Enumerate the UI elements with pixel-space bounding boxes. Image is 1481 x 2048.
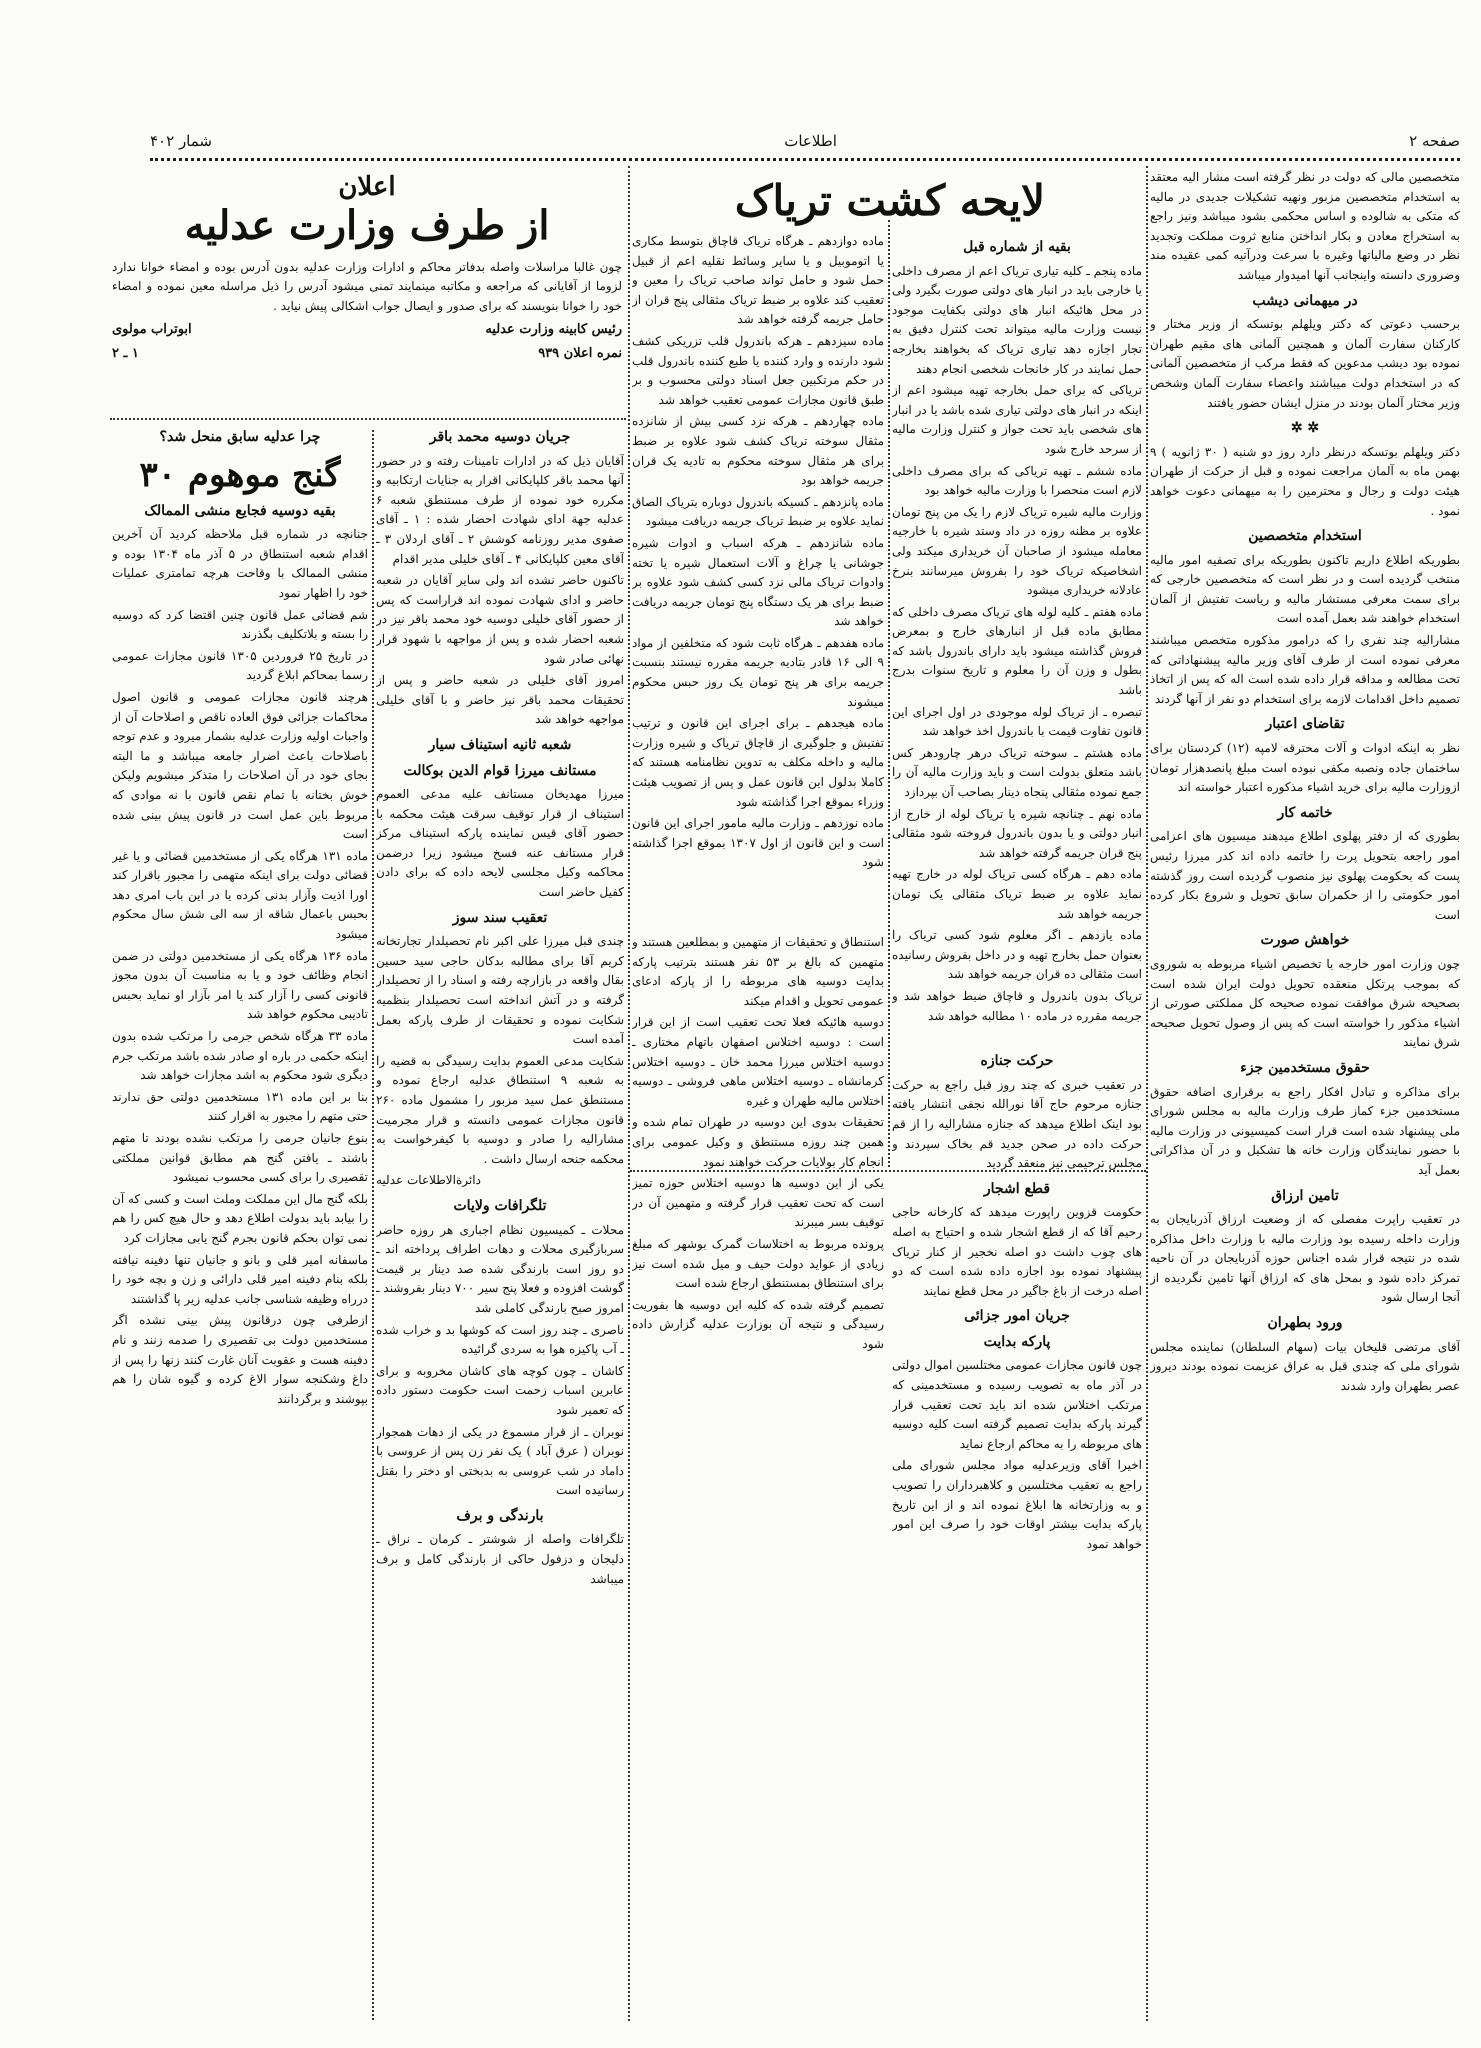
article-text: ازطرفی چون درقانون پیش بینی نشده اگر مستخدمین دولت بی تقصیری را صدمه زنند و نام دفینه هست و عقوبت آنان غارت کنند زنها را پس از داغ وشکنجه سوار الاغ کرده و گیوه شان را هم بپوشند و برگردانند [112, 1313, 368, 1406]
article-heading: بقیه از شماره قبل [963, 239, 1071, 255]
announcement-title: از طرف وزارت عدلیه [184, 201, 550, 249]
article-text: ماده ششم ـ تهیه تریاکی که برای مصرف داخلی لازم است منحصرا با وزارت مالیه خواهد بود [892, 463, 1142, 498]
article-heading: بارندگی و برف [456, 1507, 544, 1524]
column-3 [632, 232, 884, 2022]
article-heading: مستانف میرزا قوام الدین بوکالت [403, 762, 597, 779]
article-text: برحسب دعوتی که دکتر ویلهلم بوتسکه از وزیر مختار و کارکنان سفارت آلمان و همچنین آلمانی های مقیم طهران نموده بود دیشب مدعوین که فقط مرکب از متخصصین آلمانی که در استخدام دولت میباشند واعضاء سفارت آلمان وشخص وزیر مختار آلمان بودند در منزل ایشان حضور یافتند [1150, 317, 1460, 410]
article-text: تصمیم گرفته شده که کلیه این دوسیه ها بفوریت رسیدگی و نتیجه آن بوزارت عدلیه گزارش داده شود [632, 1297, 884, 1351]
signature-name: ابوتراب مولوی [112, 322, 192, 338]
article-text: دکتر ویلهلم بوتسکه درنظر دارد روز دو شنبه ( ۳۰ ژانویه ) ۹ بهمن ماه به آلمان مراجعت نموده و قبل از حرکت از طهران هیئت دولت و رجال و محترمین را به میهمانی دعوت خواهد نمود . [1150, 444, 1460, 518]
column-2 [892, 232, 1142, 2022]
article-heading: شعبه ثانیه استیناف سیار [428, 736, 572, 753]
column-1 [1150, 168, 1460, 2028]
article-heading: پارکه بدایت [983, 1333, 1051, 1350]
article-heading: چرا عدلیه سابق منحل شد؟ [159, 429, 321, 445]
column-rule [372, 430, 374, 2020]
article-text: ماده شانزدهم ـ هرکه اسباب و ادوات شیره جوشانی یا چراغ و آلات استعمال شیره یا تخته وادوات تریاک مالی نزد کسی کشف شود علاوه بر ضبط برای هر یک دستگاه پنج تومان جریمه دریافت خواهد شد [632, 535, 884, 629]
article-heading: حقوق مستخدمین جزء [1240, 1059, 1370, 1076]
article-text: ناصری ـ چند روز است که کوشها بد و خراب شده ـ آب پاکیزه هوا به سردی گرائیده [376, 1322, 624, 1357]
article-heading: در میهمانی دیشب [1252, 292, 1358, 309]
article-text: امروز آقای خلیلی در شعبه حاضر و پس از تحقیقات محمد باقر نیز حاضر و با آقای خلیلی مواجهه خواهد شد [376, 673, 624, 727]
announcement-body: چون غالبا مراسلات واصله بدفاتر محاکم و ادارات وزارت عدلیه بدون آدرس بوده و امضاء خوانا ندارد لزوما از آقایانی که مراجعه و مکاتبه مینمایند تمنی میشود آدرس را ذیل مراسله معین نموده و امضاء خود را خوانا بنویسند که برای صدور و ایصال جواب اشکالی پیش نیاید . [112, 259, 622, 313]
banner-title-treasure: گنج موهوم ۳۰ [139, 454, 341, 495]
article-text: محلات ـ کمیسیون نظام اجباری هر روزه حاضر سربازگیری محلات و دهات اطراف پرداخته اند ـ دو روز است بارندگی شده صد دینار بر قیمت گوشت افزوده و فعلا پنج سیر ۷۰۰ دینار بفروشند ـ امروز صبح بارندگی کاملی شد [376, 1222, 624, 1315]
announcement-signature [112, 320, 622, 340]
column-rule [628, 166, 630, 2021]
article-text: تاکنون حاضر نشده اند ولی سایر آقایان در شعبه حاضر و ادای شهادت نموده اند قراراست که پس از حضور آقای خلیلی دوسیه خود محمد باقر نیز در شعبه احضار شده و پس از مواجهه با شهود قرار نهائی صادر شود [376, 573, 624, 666]
article-text: تریاک بدون باندرول و قاچاق ضبط خواهد شد و جریمه مقرره در ماده ۱۰ مطالبه خواهد شد [892, 988, 1142, 1023]
article-text: ماده چهاردهم ـ هرکه نزد کسی بیش از شانزده مثقال سوخته تریاک کشف شود علاوه بر ضبط برای هر مثقال سوخته محکوم به تادیه یک قران جریمه خواهد بود [632, 414, 884, 488]
article-text: آقایان ذیل که در ادارات تامینات رفته و در حضور آنها محمد باقر کلپایکانی اقرار به جنایات ارتکابیه و مکرره خود نموده از طرف مستنطق شعبه ۶ عدلیه جهة ادای شهادت احضار شده : ۱ ـ آقای صفوی مدیر روزنامه کوشش ۲ ـ آقای اردلان ۳ ـ آقای معین کلپایکانی ۴ ـ آقای خلیلی مدیر اقدام [376, 453, 624, 566]
article-heading: تلگرافات ولایات [453, 1197, 547, 1214]
article-heading: خاتمه کار [1277, 804, 1333, 821]
article-text: چون وزارت امور خارجه با تخصیص اشیاء مربوطه به شوروی که بموجب پرتکل منعقده تحویل دولت ایران شده است بصحیحه شرق موافقت نموده صحیحه کل مملکتی صورتی از اشیاء مذکور را خواسته است که پس از وصول تحویل صحیحه شرق نمایند [1150, 956, 1460, 1050]
article-text: برای مذاکره و تبادل افکار راجع به برقراری اضافه حقوق مستخدمین جزء کماز طرف وزارت مالیه به مجلس شورای ملی پیشنهاد شده است قرار است کمیسیونی در وزارت مالیه با حضور نمایندگان وزارت خانه ها تشکیل و در آن مذاکراتی بعمل آید [1150, 1084, 1460, 1177]
newspaper-name: اطلاعات [784, 132, 837, 150]
article-text: تریاکی که برای حمل بخارجه تهیه میشود اعم از اینکه در انبار های دولتی تیاری شده باشد یا در انبار های شخصی باید تحت جواز و کنترل وزارت مالیه از سرحد خارج شود [892, 383, 1142, 456]
article-heading: قطع اشجار [983, 1180, 1051, 1197]
article-text: بطوریکه اطلاع داریم تاکنون بطوریکه برای تصفیه امور مالیه منتخب گردیده است و در نظر است که متخصصین خارجی که برای سمت معرفی مستشار مالیه و ریاست تفتیش از آلمان استخدام خواهند شد بعمل آمده است [1150, 552, 1460, 626]
article-heading: ورود بطهران [1267, 1315, 1343, 1332]
article-text: بنا بر این ماده ۱۳۱ مستخدمین دولتی حق ندارند حتی متهم را مجبور به اقرار کنند [112, 1089, 368, 1124]
article-text: شم قضائی عمل قانون چنین اقتضا کرد که دوسیه را بسته و بلاتکلیف بگذرند [112, 607, 368, 642]
article-text: کاشان ـ چون کوچه های کاشان مخروبه و برای عابرین اسباب زحمت است حکومت دستور داده که تعمیر شود [376, 1363, 624, 1417]
announcement-index: ۱ ـ ۲ [112, 345, 139, 361]
article-heading: جریان امور جزائی [964, 1308, 1070, 1325]
article-text: تبصره ـ از تریاک لوله موجودی در اول اجرای این قانون تفاوت قیمت با باندرول اخذ خواهد شد [892, 704, 1142, 739]
article-text: ماده پانزدهم ـ کسیکه باندرول دوباره بتریاک الصاق نماید علاوه بر ضبط تریاک جریمه دریافت میشود [632, 494, 884, 529]
article-text: ماده دوازدهم ـ هرگاه تریاک قاچاق بتوسط مکاری یا اتوموبیل و یا سایر وسائط نقلیه اعم از قبیل حمل شود و حامل تواند صاحب تریاک را معین و تعقیب کند علاوه بر ضبط تریاک مثقالی پنج قران از حامل جریمه گرفته خواهد شد [632, 234, 884, 327]
article-heading: بقیه دوسیه فجایع منشی الممالک [144, 502, 336, 519]
article-text: در تعقیب راپرت مفصلی که از وضعیت ارزاق آذربایجان به وزارت داخله رسیده بود وزارت مالیه با وزارت داخل مذاکره شده در نتیجه قرار شده اجناس حوزه آذربایجان در آن ناحیه تمرکز داده شود و بمحل های که ارزاق آنها تامین نگردیده از آنجا ارسال شود [1150, 1212, 1460, 1305]
article-text: چندی قبل میرزا علی اکبر نام تحصیلدار تجارتخانه کریم آقا برای مطالبه بدکان حاجی سید حسین بقال واقعه در بازارچه رفته و اسناد را از تحصیلدار گرفته و در آتش انداخته است تحصیلدار بنظمیه شکایت نموده و تحقیقات از طرف پارکه بعمل آمده است [376, 934, 624, 1047]
article-text: ماده هفتم ـ کلیه لوله های تریاک مصرف داخلی که مطابق ماده قبل از انبارهای خارج و بمعرض فروش گذاشته میشود باید دارای باندرول باشد که بطول و وزن آن را معلوم و تاریخ سنوات بدرج باشد [892, 604, 1142, 698]
announcement-reference [112, 344, 622, 364]
article-text: پرونده مربوط به اختلاسات گمرک بوشهر که مبلغ زیادی از عواید دولت حیف و میل شده است نیز برای استنطاق بمستنطق ارجاع شده است [632, 1236, 884, 1291]
announcement-label: اعلان [338, 172, 396, 202]
article-text: بلکه گنج مال این مملکت وملت است و کسی که آن را بیابد باید بدولت اطلاع دهد و حال هیچ کس را هم نمی توان بحکم قانون بجرم گنج یابی مجازات کرد [112, 1191, 368, 1245]
article-text: بنوع جانیان جرمی را مرتکب نشده بودند تا متهم باشند ـ یافتن گنج هم مطابق قوانین مملکتی تقصیری را برای کسی محسوب نمیشود [112, 1131, 368, 1185]
column-rule [1146, 166, 1148, 2021]
article-text: اخیرا آقای وزیرعدلیه مواد مجلس شورای ملی راجع به تعقیب مختلسین و کلاهبرداران را تصویب و به وزارتخانه ها ابلاغ نموده اند و از این تاریخ پارکه بدایت بیشتر اوقات خود را صرف این امور خواهد نمود [892, 1458, 1142, 1551]
justice-announcement [112, 172, 622, 412]
announcement-number: نمره اعلان ۹۳۹ [538, 345, 622, 361]
banner-title-opium-bill: لایحه کشت تریاک [734, 176, 1046, 225]
article-text: دوسیه هائیکه فعلا تحت تعقیب است از این قرار است : دوسیه اختلاس اصفهان باتهام مختاری ـ دوسیه اختلاس میرزا محمد خان ـ دوسیه اختلاس کرمانشاه ـ دوسیه اختلاس ماهی فروشی ـ دوسیه اختلاس مالیه طهران و غیره [632, 1015, 884, 1108]
page-number: صفحه ۲ [1409, 132, 1460, 150]
article-text: شکایت مدعی العموم بدایت رسیدگی به قضیه را به شعبه ۹ استنطاق عدلیه ارجاع نموده و مستنطق عمل سید مزبور را مشمول ماده ۲۶۰ قانون مجازات عمومی دانسته و قرار مجرمیت مشارالیه را صادر و دوسیه با کیفرخواست به محکمه جنحه ارسال داشت . [376, 1053, 624, 1166]
article-heading: حرکت جنازه [980, 1053, 1054, 1070]
article-text: ماسفانه امیر قلی و بانو و جانیان تنها دفینه نیافته بلکه بنام دفینه امیر قلی دارائی و زن و بچه خود را درراه وظیفه شناسی جانب عدلیه زیر پا گذاشتند [112, 1252, 368, 1306]
section-rule [110, 418, 626, 420]
issue-number: شمار ۴۰۲ [150, 132, 212, 150]
article-text: تلگرافات واصله از شوشتر ـ کرمان ـ نراق ـ دلیجان و دزفول حاکی از بارندگی کامل و برف میباشد [376, 1532, 624, 1586]
article-text: نظر به اینکه ادوات و آلات محترقه لامپه (۱۲) کردستان برای ساختمان جاده ونصبه مکفی نبوده است مبلغ پانصدهزار تومان ازوزارت مالیه برای خرید اشیاء مذکوره اعتبار خواسته اند [1150, 741, 1460, 795]
separator-ornament: ✲ ✲ [1290, 420, 1320, 437]
article-heading: استخدام متخصصین [1248, 528, 1362, 545]
page-header [150, 128, 1460, 154]
header-divider [150, 158, 1460, 161]
article-heading: تقاضای اعتبار [1265, 716, 1345, 733]
article-text: ماده نوزدهم ـ وزارت مالیه مامور اجرای این قانون است و این قانون از اول ۱۳۰۷ بموقع اجرا گذاشته شود [632, 816, 884, 870]
article-source: دائرةالاطلاعات عدلیه [376, 1173, 481, 1188]
article-text: ماده هشتم ـ سوخته تریاک درهر چارودهر کس باشد متعلق بدولت است و باید وزارت مالیه آن را جمع نموده مثقالی پنجاه دینار بصاحب آن بپردازد [892, 745, 1142, 800]
article-text: جنانچه در شماره قبل ملاحظه کردید آن آخرین اقدام شعبه استنطاق در ۵ آذر ماه ۱۳۰۴ بوده و منشی الممالک با وقاحت هرچه تمامتری عملیات خود را اظهار نمود [112, 527, 368, 600]
article-text: ماده دهم ـ هرگاه کسی تریاک لوله در خارج تهیه نماید علاوه بر ضبط تریاک مثقالی یک تومان جریمه خواهد شد [892, 867, 1142, 921]
article-heading: تامین ارزاق [1271, 1187, 1339, 1204]
article-text: ماده هیجدهم ـ برای اجرای این قانون و ترتیب تفتیش و جلوگیری از قاچاق تریاک و شیره وزارت مالیه و داخله مکلف به تدوین نظامنامه هستند که کاملا بدلول این قانون عمل و پس از تصویب هیئت وزراء بموقع اجرا گذاشته شود [632, 716, 884, 809]
article-text: در تعقیب خبری که چند روز قبل راجع به حرکت جنازه مرحوم حاج آقا نورالله نجفی انتشار یافته بود اینک اطلاع میدهد که جنازه مشارالیه را از قم حرکت داده در صحن جدید قم بخاک سپردند و مجلس ترحیمی نیز منعقد گردید [892, 1077, 1142, 1171]
article-text: هرچند قانون مجازات عمومی و قانون اصول محاکمات جزائی فوق العاده ناقص و اصلاحات آن از واجبات اولیه وزارت عدلیه بشمار میرود و عدم توجه باصلاحات باعث اضرار جامعه میباشد و ما البته بجای خود در آن اصلاحات را متذکر میشویم ولیکن خوش بختانه با تمام نقص قانون با نه موادی که مربوط باین عمل است در قانون پیش بینی شده است [112, 689, 368, 842]
article-text: بطوری که از دفتر پهلوی اطلاع میدهند میسیون های اعزامی امور راجعه بتحویل پرت را خاتمه داده اند کدر میرزا رئیس پست که بحکومت پهلوی نیز منصوب گردیده است روز گذشته امور حکومتی را از حکمران سابق تحویل و شروع بکار کرده است [1150, 829, 1460, 922]
column-rule [888, 220, 890, 1167]
column-5 [376, 422, 624, 2022]
article-text: مشارالیه چند نفری را که درامور مذکوره متخصص میباشند معرفی نموده است از طرف آقای وزیر مالیه پیشنهاداتی که تحت مطالعه و مداقه قرار داده شده است اله که پس از اتخاذ تصمیم داخل اقدامات لازمه برای استخدام دو نفر از آنها گردند [1150, 633, 1460, 706]
article-text: ماده ۱۳۶ هرگاه یکی از مستخدمین دولتی در ضمن انجام وظائف خود و یا به مناسبت آن بدون مجوز قانونی کسی را آزار کند یا امر بآزار او نماید بحبس تادیبی محکوم خواهد شد [112, 948, 368, 1022]
article-text: یکی از این دوسیه ها دوسیه اختلاس حوزه تمیز است که تحت تعقیب قرار گرفته و متهمین آن در توقیف بسر میبرند [632, 1176, 884, 1230]
article-text: تحقیقات بدوی این دوسیه در طهران تمام شده و همین چند روزه مستنطق و وکیل عمومی برای انجام کار بولایات حرکت خواهند نمود [632, 1115, 884, 1169]
article-text: استنطاق و تحقیقات از متهمین و بمطلعین هستند و متهمین که بالغ بر ۵۳ نفر هستند بترتیب پارکه بدایت دوسیه های مربوطه را از پارکه ادعای عمومی تحویل و اقدام میکند [632, 935, 884, 1008]
article-text: متخصصین مالی که دولت در نظر گرفته است مشار الیه معتقد به استخدام متخصصین مزبور ونهیه تشکیلات جدیدی در مالیه که متکی به شالوده و اساس محکمی بشود میباشد ونیز راجع به استخراج معادن و بکار انداختن منابع ثروت مملکت وتجدید نظر در وضع مالیاتها وغیره با سرعت ودرآتیه کمی عقیده مند وضروری دانسته واینجانب آنها امیدوار میباشد [1150, 170, 1460, 282]
article-text: ماده پنجم ـ کلیه تیاری تریاک اعم از مصرف داخلی یا خارجی باید در انبار های دولتی صورت بگیرد ولی در محل هائیکه انبار های دولتی بکفایت موجود نیست وزارت مالیه میتواند تحت کنترل دقیق به تجار اجازه دهد تیاری تریاک که بخواهند بخارجه حمل نمایند در کار خانجات شخصی انجام دهند [892, 263, 1142, 376]
article-heading: خواهش صورت [1260, 932, 1350, 949]
article-text: ماده ۱۳۱ هرگاه یکی از مستخدمین قضائی و یا غیر قضائی دولت برای اینکه متهمی را مجبور باقرار کند اورا اذیت وآزار بدنی کرده یا در این باب امری دهد بحبس باعمال شاقه از سه الی شش سال محکوم میشود [112, 848, 368, 942]
article-text: نوبران ـ از قرار مسموع در یکی از دهات همجوار نوبران ( عرق آباد ) یک نفر زن پس از عروسی با داماد در شب عروسی به بدبختی او دختر را بقتل رسانیده است [376, 1424, 624, 1498]
article-text: ماده ۳۳ هرگاه شخص جرمی را مرتکب شده بدون اینکه حکمی در باره او صادر شده باشد مرتکب جرم دیگری شود محکوم به اشد مجازات خواهد شد [112, 1029, 368, 1083]
signature-title: رئیس کابینه وزارت عدلیه [485, 322, 622, 338]
article-text: ماده سیزدهم ـ هرکه باندرول قلب تزریکی کشف شود دارنده و وارد کننده یا طبع کننده باندرول قلب در حکم مرتکبین جعل اسناد دولتی محسوب و بر طبق قانون مجازات عمومی تعقیب خواهد شد [632, 333, 884, 407]
article-heading: جریان دوسیه محمد باقر [429, 429, 571, 445]
article-text: ماده یازدهم ـ اگر معلوم شود کسی تریاک را بعنوان حمل بخارج تهیه و در داخل بفروش رسانیده است مثقالی ده قران جریمه خواهد شد [892, 928, 1142, 982]
column-6 [112, 422, 368, 2022]
article-text: میرزا مهدیخان مستانف علیه مدعی العموم استیناف از قرار توقیف سرقت هیئت محکمه با حضور آقای قیس نماینده پارکه استیناف مرکز قرار مستانف عنه فسخ میشود زیرا درضمن محاکمه وکیل مجلسی لایحه داده که برای دادن کفیل حاضر است [376, 787, 624, 900]
article-text: در تاریخ ۲۵ فروردین ۱۳۰۵ قانون مجازات عمومی رسما بمحاکم ابلاغ گردید [112, 648, 368, 683]
article-heading: تعقیب سند سوز [452, 909, 548, 926]
article-text: ماده هفدهم ـ هرگاه ثابت شود که متخلفین از مواد ۹ الی ۱۶ قادر بتادیه جریمه مقرره نیستند بنسبت جریمه برای هر پنج تومان یک روز حبس محکوم میشوند [632, 635, 884, 709]
article-text: ماده نهم ـ چنانچه شیره یا تریاک لوله از خارج از انبار دولتی و یا بدون باندرول فروخته شود مثقالی پنج قران جریمه گرفته خواهد شد [892, 806, 1142, 860]
article-text: آقای مرتضی قلیخان بیات (سهام السلطان) نماینده مجلس شورای ملی که چندی قبل به عراق عزیمت نموده بودند دیروز عصر بطهران وارد شدند [1150, 1339, 1460, 1393]
article-text: وزارت مالیه شیره تریاک لازم را یک من پنج تومان علاوه بر مظنه روزه در داد وستد شیره با خارجیه معامله میشود از صاحبان آن خریداری میکند ولی اشخاصیکه تریاک خود را بفروش میرسانند بنرخ عادلانه خریداری میشود [892, 504, 1142, 598]
article-text: حکومت قزوین راپورت میدهد که کارخانه حاجی رحیم آقا که از قطع اشجار شده و احتیاج به اصله های چوب داشت دو اصله نخجیر از کنار تریاک پیشنهاد نموده بود اجازه داده شده است که دو اصله درخت از باغ جاگیر در محل قطع نمایند [892, 1205, 1142, 1298]
article-text: چون قانون مجازات عمومی مختلسین اموال دولتی در آذر ماه به تصویب رسیده و مستخدمینی که مرتکب اختلاس شده اند باید تحت تعقیب قرار گیرند پارکه بدایت تصمیم گرفته است کلیه دوسیه های مربوطه را به محاکم ارجاع نماید [892, 1358, 1142, 1451]
